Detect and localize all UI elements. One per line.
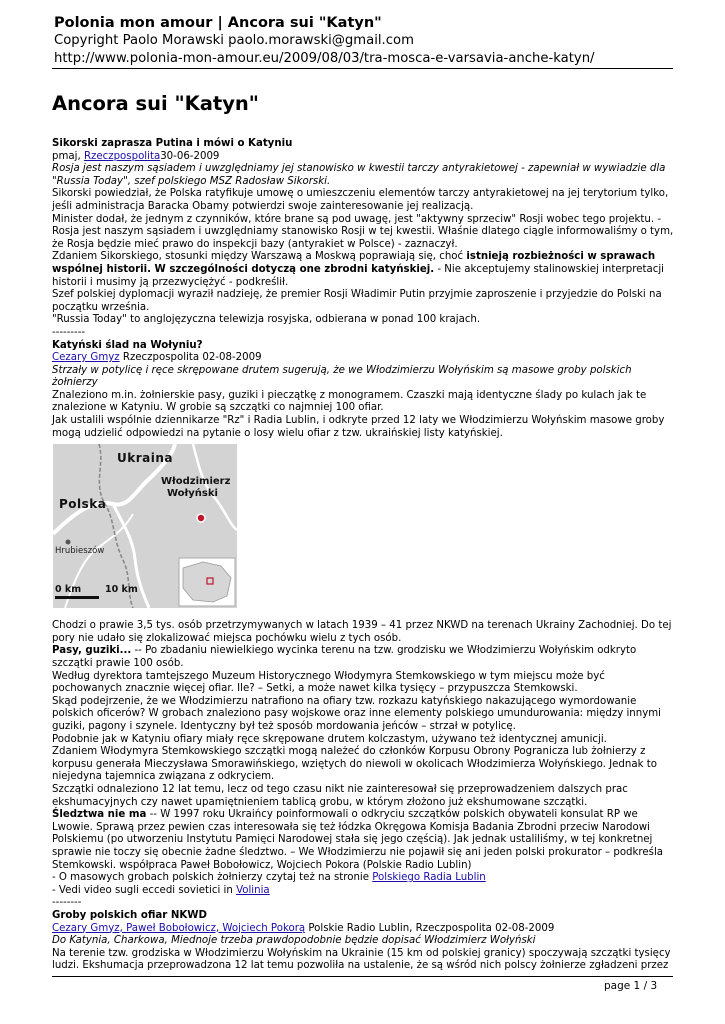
map-scale-zero: 0 km (55, 584, 82, 596)
cezary-gmyz-link[interactable]: Cezary Gmyz (52, 352, 120, 364)
article-title: Ancora sui "Katyn" (52, 92, 259, 115)
header-url: http://www.polonia-mon-amour.eu/2009/08/03/tra-mosca-e-varsavia-anche-katyn/ (54, 51, 595, 66)
subheading-sledztwa: Śledztwa nie ma (52, 809, 147, 821)
section2-paragraph-6: Skąd podejrzenie, że we Włodzimierzu natrafiono na ofiary tzw. rozkazu katyńskiego nakazującego wymordowanie polskich oficerów? W grobach znaleziono pasy wojskowe oraz inne elementy polskiego umundurowania: między innymi guziki, pagony i szynele. Identyczny był też sposób mordowania jeńców – strzał w potylicę. (52, 695, 661, 732)
footer-divider (52, 976, 673, 977)
section1-paragraph-1: Sikorski powiedział, że Polska ratyfikuje umowę o umieszczeniu elementów tarczy antyrakietowej na jej terytorium tylko, jeśli administracja Baracka Obamy potwierdzi swoje zainteresowanie jej realizacją. (52, 188, 669, 212)
radio-lublin-line (52, 872, 677, 885)
map-scale-ten: 10 km (105, 584, 138, 596)
map-image (53, 444, 237, 608)
authors-link[interactable]: Cezary Gmyz, Paweł Bobołowicz, Wojciech Pokorą (52, 922, 306, 934)
section-separator-1: --------- (52, 326, 86, 338)
volinia-line (52, 885, 677, 898)
section1-lead: Rosja jest naszym sąsiadem i uwzględniamy jej stanowisko w kwestii tarczy antyrakietowej - zapewniał w wywiadzie dla "Russia Today", szef polskiego MSZ Radosław Sikorski. (52, 163, 666, 187)
byline-author: pmaj, (52, 150, 84, 162)
subheading-pasy: Pasy, guziki... (52, 645, 132, 657)
radio-lublin-link[interactable]: Polskiego Radia Lublin (372, 872, 486, 884)
p3-text-c: - Nie akceptujemy stalinowskiej interpretacji historii i musimy ją przezwyciężyć - podkreślił. (52, 263, 665, 288)
article-body (52, 138, 677, 973)
section2-paragraph-9: Szczątki odnaleziono 12 lat temu, lecz od tego czasu nikt nie zainteresował się przeprowadzeniem dalszych prac ekshumacyjnych czy nawet upamiętnieniem tablicą grobu, w którym złożono już ekshumowane szczątki. (52, 783, 628, 808)
rzeczpospolita-link[interactable]: Rzeczpospolita (83, 150, 161, 162)
section3-heading: Groby polskich ofiar NKWD (52, 909, 207, 921)
section2-paragraph-3: Chodzi o prawie 3,5 tys. osób przetrzymywanych w latach 1939 – 41 przez NKWD na terenach Ukrainy Zachodniej. Do tej pory nie udało się zlokalizować miejsca pochówku wielu z tych osób. (52, 620, 672, 644)
section2-paragraph-1: Znaleziono m.in. żołnierskie pasy, guziki i pieczątkę z monogramem. Czaszki mają identyczne ślady po kulach jak te znalezione w Katyniu. W grobie są szczątki co najmniej 100 ofiar. (52, 389, 647, 414)
map-scale-bar (55, 596, 99, 599)
map-label-city-2: Wołyński (167, 488, 218, 500)
section3-byline (52, 923, 677, 936)
section2-byline (52, 352, 677, 365)
section3-lead: Do Katynia, Charkowa, Miednoje trzeba prawdopodobnie będzie dopisać Włodzimierz Wołyński (52, 935, 536, 947)
header-copyright: Copyright Paolo Morawski paolo.morawski@gmail.com (54, 33, 414, 48)
section1-byline (52, 151, 677, 164)
map-marker-hrubieszow (66, 540, 71, 545)
map-label-ukraina: Ukraina (117, 451, 173, 466)
section2-lead: Strzały w potylicę i ręce skrępowane drutem sugerują, że we Włodzimierzu Wołyńskim są masowe groby polskich żołnierzy (52, 364, 632, 389)
map-label-hrubieszow: Hrubieszów (55, 546, 105, 557)
header-title: Polonia mon amour | Ancora sui "Katyn" (54, 15, 382, 31)
section3-paragraph-1: Na terenie tzw. grodziska w Włodzimierzu Wołyńskim na Ukrainie (15 km od polskiej granicy) spoczywają szczątki tysięcy ludzi. Ekshumacja przeprowadzona 12 lat temu pozwoliła na ustalenie, że są wśród nich polscy żołnierze zgładzeni przez (52, 947, 671, 972)
map-label-city: Włodzimierz (161, 476, 231, 488)
section-separator-2: -------- (52, 897, 82, 909)
byline-date: 30-06-2009 (160, 150, 220, 162)
section2-byline-rest: Rzeczpospolita 02-08-2009 (119, 352, 262, 364)
map-marker-wlodzimierz (197, 514, 205, 522)
section2-paragraph-2: Jak ustalili wspólnie dziennikarze "Rz" i Radia Lublin, i odkryte przed 12 laty we Włodzimierzu Wołyńskim masowe groby mogą udzielić odpowiedzi na pytanie o losy wielu ofiar z tzw. ukraińskiej listy katyńskiej. (52, 415, 665, 439)
p3-text-a: Zdaniem Sikorskiego, stosunki między Warszawą a Moskwą poprawiają się, choć (52, 251, 467, 263)
section3-byline-rest: Polskie Radio Lublin, Rzeczpospolita 02-08-2009 (305, 922, 555, 934)
section2-paragraph-8: Zdaniem Włodymyra Stemkowskiego szczątki mogą należeć do członków Korpusu Obrony Pogranicza lub żołnierzy z korpusu generała Mieczysława Smorawińskiego, wziętych do niewoli w okolicach Włodzimierza Wołyńskiego. Jednak to niejedyna tajemnica związana z odkryciem. (52, 746, 657, 783)
section1-paragraph-5: "Russia Today" to anglojęzyczna telewizja rosyjska, odbierana w ponad 100 krajach. (52, 314, 481, 326)
map-label-polska: Polska (59, 497, 107, 512)
section2-paragraph-7: Podobnie jak w Katyniu ofiary miały ręce skrępowane drutem kolczastym, używano też identycznej amunicji. (52, 733, 607, 745)
section1-heading: Sikorski zaprasza Putina i mówi o Katyniu (52, 138, 293, 149)
volinia-link[interactable]: Volinia (236, 884, 270, 896)
paragraph-4-rest: -- Po zbadaniu niewielkiego wycinka terenu na tzw. grodzisku we Włodzimierzu Wołyńskim odkryto szczątki prawie 100 osób. (52, 645, 637, 670)
volinia-text: - Vedi video sugli eccedi sovietici in (52, 884, 237, 896)
page-header (54, 14, 674, 68)
section1-paragraph-2: Minister dodał, że jednym z czynników, które brane są pod uwagę, jest "aktywny sprzeciw" Rosji wobec tego projektu. - Rosja jest naszym sąsiadem i uwzględniamy stanowisko Rosji w tej kwestii. Właśnie dlatego ciągle informowaliśmy o tym, że Rosja będzie mieć prawo do inspekcji bazy (antyrakiet w Polsce) - zaznaczył. (52, 213, 674, 250)
paragraph-10-rest: -- W 1997 roku Ukraińcy poinformowali o odkryciu szczątków polskich obywateli konsulat RP we Lwowie. Sprawą przez pewien czas interesowała się też łódzka Okręgowa Komisja Badania Zbrodni przeciw Narodowi Polskiemu (po utworzeniu Instytutu Pamięci Narodowej stała się jego częścią). Jak jednak ustaliliśmy, w tej konkretnej sprawie nie toczy się obecnie żadne śledztwo. – We Włodzimierzu nie pojawił się ani jeden polski prokurator – podkreśla Stemkowski. współpraca Paweł Bobołowicz, Wojciech Pokora (Polskie Radio Lublin) (52, 809, 664, 871)
p3-bold: istnieją rozbieżności w sprawach wspólnej historii. W szczególności dotyczą one zbrodni katyńskiej. (52, 251, 656, 275)
section1-paragraph-4: Szef polskiej dyplomacji wyraził nadzieję, że premier Rosji Władimir Putin przyjmie zaproszenie i przyjedzie do Polski na początku września. (52, 289, 662, 313)
radio-lublin-text: - O masowych grobach polskich żołnierzy czytaj też na stronie (52, 872, 373, 884)
section2-heading: Katyński ślad na Wołyniu? (52, 339, 203, 351)
section2-paragraph-5: Według dyrektora tamtejszego Muzeum Historycznego Włodymyra Stemkowskiego w tym miejscu może być pochowanych znacznie więcej ofiar. Ile? – Setki, a może nawet kilka tysięcy – przypuszcza Stemkowski. (52, 670, 605, 695)
section2-paragraph-4 (52, 645, 677, 670)
header-divider (52, 68, 673, 69)
page-number: page 1 / 3 (604, 980, 658, 992)
section1-paragraph-3 (52, 251, 677, 289)
section2-paragraph-10 (52, 809, 677, 872)
